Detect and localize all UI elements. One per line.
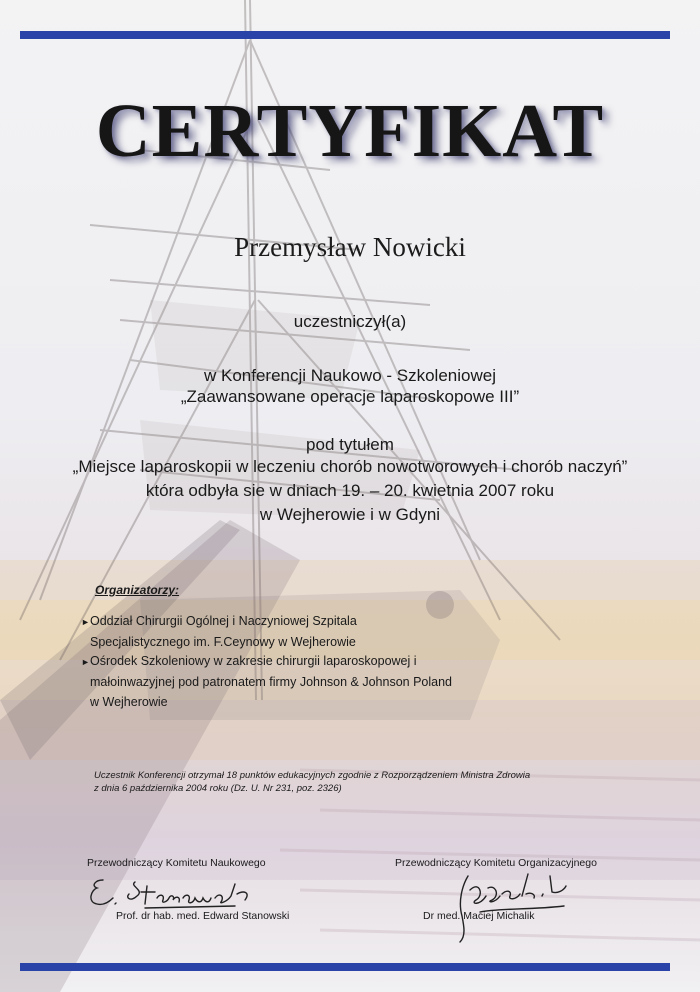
conference-name: „Zaawansowane operacje laparoskopowe III” <box>180 387 520 406</box>
top-decorative-rule <box>20 31 670 39</box>
education-points-note: Uczestnik Konferencji otrzymał 18 punktów edukacyjnych zgodnie z Rozporządzeniem Ministra Zdrowia <box>94 770 531 781</box>
organizer-line: Oddział Chirurgii Ogólnej i Naczyniowej Szpitala <box>90 614 357 628</box>
scientific-chair-name: Prof. dr hab. med. Edward Stanowski <box>116 910 290 922</box>
regulation-reference: z dnia 6 października 2004 roku (Dz. U. Nr 231, poz. 2326) <box>94 783 342 794</box>
organizing-chair-title: Przewodniczący Komitetu Organizacyjnego <box>395 857 597 869</box>
certificate-title: CERTYFIKAT <box>95 89 605 173</box>
conference-location: w Wejherowie i w Gdyni <box>259 505 441 524</box>
organizer-item <box>81 651 452 712</box>
organizer-line: w Wejherowie <box>90 695 168 709</box>
bullet-arrow-icon: ► <box>81 657 90 667</box>
organizer-line: Specjalistycznego im. F.Ceynowy w Wejherowie <box>90 635 356 649</box>
participation-text: uczestniczył(a) <box>293 312 407 331</box>
organizing-chair-name: Dr med. Maciej Michalik <box>423 910 535 922</box>
scientific-chair-title: Przewodniczący Komitetu Naukowego <box>87 857 266 869</box>
subtitle-intro: pod tytułem <box>306 435 394 454</box>
organizer-item <box>81 611 357 652</box>
recipient-name: Przemysław Nowicki <box>234 232 466 262</box>
organizing-chair-signature <box>440 866 590 946</box>
conference-line: w Konferencji Naukowo - Szkoleniowej <box>204 366 496 385</box>
conference-subtitle: „Miejsce laparoskopii w leczeniu chorób nowotworowych i chorób naczyń” <box>72 457 628 476</box>
bullet-arrow-icon: ► <box>81 617 90 627</box>
organizer-line: małoinwazyjnej pod patronatem firmy Johnson & Johnson Poland <box>90 675 453 689</box>
bottom-decorative-rule <box>20 963 670 971</box>
conference-dates: która odbyła sie w dniach 19. – 20. kwietnia 2007 roku <box>145 481 555 500</box>
organizer-line: Ośrodek Szkoleniowy w zakresie chirurgii laparoskopowej i <box>90 654 417 668</box>
organizers-heading: Organizatorzy: <box>95 583 180 597</box>
